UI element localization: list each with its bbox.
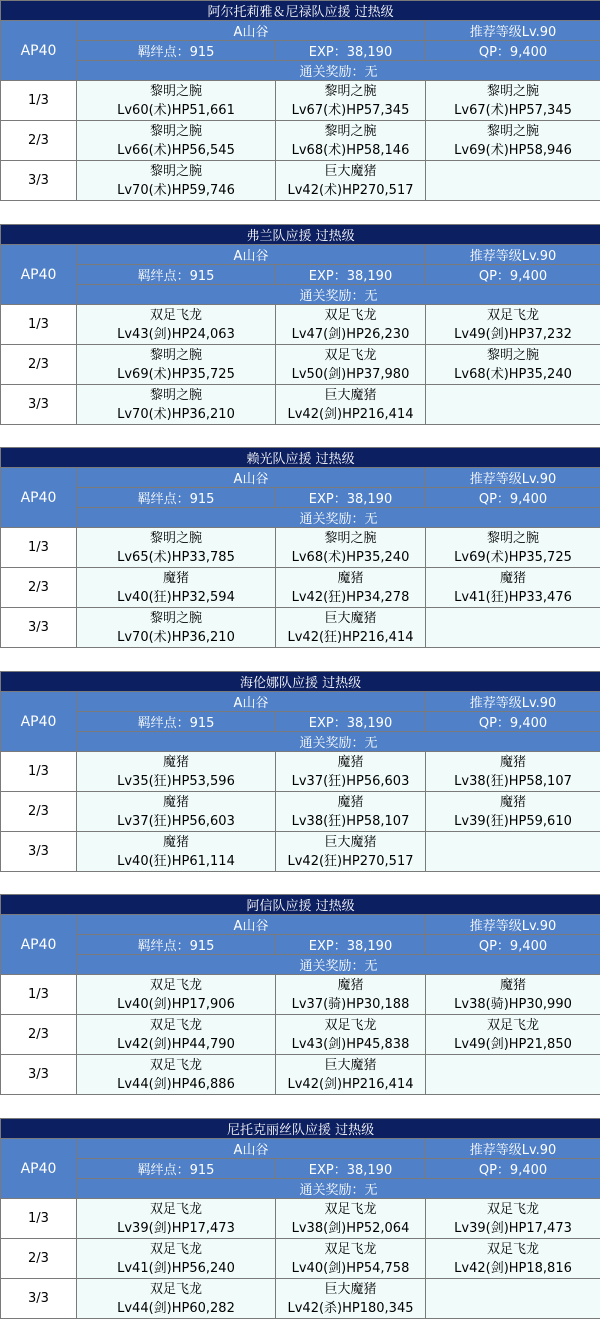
enemy-stats: Lv42(剑)HP216,414: [276, 1075, 425, 1094]
enemy-name: 魔猪: [77, 753, 275, 772]
enemy-stats: Lv42(杀)HP180,345: [276, 1299, 425, 1318]
enemy-name: 双足飞龙: [426, 1200, 600, 1219]
recommended-level: 推荐等级Lv.90: [426, 468, 600, 488]
enemy-stats: Lv37(狂)HP56,603: [276, 772, 425, 791]
wave-label: 2/3: [1, 792, 77, 832]
enemy-name: 黎明之腕: [77, 609, 275, 628]
enemy-cell: [276, 81, 426, 121]
enemy-name: 黎明之腕: [426, 82, 600, 101]
enemy-name: 双足飞龙: [276, 1016, 425, 1035]
enemy-stats: Lv70(术)HP59,746: [77, 181, 275, 200]
enemy-cell: [276, 1279, 426, 1319]
enemy-stats: Lv67(术)HP57,345: [276, 101, 425, 120]
enemy-cell: [77, 385, 276, 425]
exp-reward: EXP：38,190: [276, 265, 426, 285]
enemy-stats: Lv68(术)HP35,240: [276, 548, 425, 567]
wave-label: 3/3: [1, 1055, 77, 1095]
enemy-name: 双足飞龙: [426, 1016, 600, 1035]
enemy-name: 魔猪: [77, 793, 275, 812]
recommended-level: 推荐等级Lv.90: [426, 692, 600, 712]
enemy-cell: [77, 305, 276, 345]
wave-label: 3/3: [1, 608, 77, 648]
quest-section: [0, 1118, 600, 1324]
enemy-stats: Lv38(狂)HP58,107: [276, 812, 425, 831]
clear-reward: 通关奖励：无: [77, 1179, 600, 1199]
ap-cost: AP40: [1, 21, 77, 81]
enemy-cell: [276, 1199, 426, 1239]
wave-row: [1, 792, 600, 832]
clear-reward: 通关奖励：无: [77, 285, 600, 305]
enemy-cell: [77, 1279, 276, 1319]
enemy-stats: Lv70(术)HP36,210: [77, 405, 275, 424]
wave-label: 1/3: [1, 305, 77, 345]
enemy-name: 双足飞龙: [77, 1016, 275, 1035]
wave-row: [1, 832, 600, 872]
enemy-name: 双足飞龙: [77, 1200, 275, 1219]
exp-reward: EXP：38,190: [276, 712, 426, 732]
enemy-name: 双足飞龙: [77, 306, 275, 325]
enemy-name: 魔猪: [276, 976, 425, 995]
enemy-stats: Lv40(狂)HP61,114: [77, 852, 275, 871]
enemy-cell: [426, 305, 600, 345]
enemy-cell: [426, 975, 600, 1015]
quest-place: A山谷: [77, 915, 426, 935]
ap-cost: AP40: [1, 915, 77, 975]
exp-reward: EXP：38,190: [276, 1159, 426, 1179]
section-title: 尼托克丽丝队应援 过热级: [1, 1119, 600, 1139]
enemy-cell: [276, 121, 426, 161]
wave-row: [1, 528, 600, 568]
enemy-stats: Lv60(术)HP51,661: [77, 101, 275, 120]
enemy-cell: [276, 832, 426, 872]
enemy-cell: [426, 528, 600, 568]
enemy-stats: Lv39(剑)HP17,473: [77, 1219, 275, 1238]
enemy-name: 黎明之腕: [426, 529, 600, 548]
enemy-stats: Lv70(术)HP36,210: [77, 628, 275, 647]
enemy-stats: Lv42(剑)HP18,816: [426, 1259, 600, 1278]
enemy-name: 魔猪: [77, 833, 275, 852]
bond-points: 羁绊点：915: [77, 712, 276, 732]
enemy-cell: [276, 1055, 426, 1095]
enemy-name: 黎明之腕: [276, 122, 425, 141]
wave-label: 3/3: [1, 1279, 77, 1319]
enemy-stats: Lv43(剑)HP24,063: [77, 325, 275, 344]
enemy-cell: [77, 161, 276, 201]
enemy-stats: Lv68(术)HP35,240: [426, 365, 600, 384]
enemy-stats: Lv44(剑)HP46,886: [77, 1075, 275, 1094]
enemy-stats: Lv43(剑)HP45,838: [276, 1035, 425, 1054]
enemy-name: 双足飞龙: [276, 1240, 425, 1259]
ap-cost: AP40: [1, 1139, 77, 1199]
enemy-cell: [426, 1279, 600, 1319]
enemy-name: 魔猪: [276, 793, 425, 812]
enemy-cell: [426, 1015, 600, 1055]
enemy-name: 双足飞龙: [77, 1280, 275, 1299]
enemy-stats: Lv69(术)HP35,725: [426, 548, 600, 567]
enemy-stats: Lv38(剑)HP52,064: [276, 1219, 425, 1238]
clear-reward: 通关奖励：无: [77, 61, 600, 81]
quest-section: [0, 0, 600, 206]
wave-row: [1, 608, 600, 648]
enemy-name: 巨大魔猪: [276, 386, 425, 405]
enemy-stats: Lv42(剑)HP44,790: [77, 1035, 275, 1054]
wave-label: 1/3: [1, 528, 77, 568]
enemy-stats: Lv38(骑)HP30,990: [426, 995, 600, 1014]
enemy-stats: Lv40(狂)HP32,594: [77, 588, 275, 607]
enemy-name: 双足飞龙: [426, 306, 600, 325]
enemy-stats: Lv42(剑)HP216,414: [276, 405, 425, 424]
enemy-name: 魔猪: [77, 569, 275, 588]
wave-label: 2/3: [1, 1239, 77, 1279]
enemy-cell: [276, 1239, 426, 1279]
quest-table: [0, 0, 600, 201]
exp-reward: EXP：38,190: [276, 41, 426, 61]
enemy-stats: Lv42(狂)HP270,517: [276, 852, 425, 871]
enemy-name: 巨大魔猪: [276, 162, 425, 181]
quest-place: A山谷: [77, 692, 426, 712]
enemy-stats: Lv39(狂)HP59,610: [426, 812, 600, 831]
enemy-cell: [426, 752, 600, 792]
bond-points: 羁绊点：915: [77, 41, 276, 61]
enemy-stats: Lv42(狂)HP34,278: [276, 588, 425, 607]
clear-reward: 通关奖励：无: [77, 732, 600, 752]
enemy-stats: Lv67(术)HP57,345: [426, 101, 600, 120]
enemy-stats: Lv35(狂)HP53,596: [77, 772, 275, 791]
enemy-cell: [276, 608, 426, 648]
qp-reward: QP：9,400: [426, 712, 600, 732]
enemy-name: 黎明之腕: [426, 346, 600, 365]
wave-label: 1/3: [1, 1199, 77, 1239]
wave-row: [1, 121, 600, 161]
wave-row: [1, 752, 600, 792]
recommended-level: 推荐等级Lv.90: [426, 915, 600, 935]
enemy-stats: Lv41(狂)HP33,476: [426, 588, 600, 607]
wave-row: [1, 1015, 600, 1055]
quest-place: A山谷: [77, 245, 426, 265]
section-title: 弗兰队应援 过热级: [1, 225, 600, 245]
enemy-cell: [77, 1199, 276, 1239]
quest-table: [0, 224, 600, 425]
enemy-stats: Lv42(狂)HP216,414: [276, 628, 425, 647]
enemy-name: 黎明之腕: [77, 82, 275, 101]
qp-reward: QP：9,400: [426, 488, 600, 508]
quest-table: [0, 894, 600, 1095]
enemy-stats: Lv38(狂)HP58,107: [426, 772, 600, 791]
wave-label: 2/3: [1, 1015, 77, 1055]
enemy-stats: Lv68(术)HP58,146: [276, 141, 425, 160]
ap-cost: AP40: [1, 245, 77, 305]
enemy-name: 魔猪: [426, 793, 600, 812]
qp-reward: QP：9,400: [426, 265, 600, 285]
wave-label: 3/3: [1, 161, 77, 201]
wave-row: [1, 161, 600, 201]
wave-row: [1, 81, 600, 121]
enemy-name: 双足飞龙: [426, 1240, 600, 1259]
enemy-stats: Lv37(狂)HP56,603: [77, 812, 275, 831]
enemy-name: 双足飞龙: [77, 1240, 275, 1259]
wave-label: 2/3: [1, 568, 77, 608]
exp-reward: EXP：38,190: [276, 935, 426, 955]
wave-label: 3/3: [1, 385, 77, 425]
enemy-name: 魔猪: [426, 569, 600, 588]
section-title: 阿信队应援 过热级: [1, 895, 600, 915]
quest-place: A山谷: [77, 21, 426, 41]
enemy-cell: [276, 792, 426, 832]
enemy-cell: [77, 1015, 276, 1055]
enemy-name: 黎明之腕: [77, 529, 275, 548]
enemy-cell: [276, 528, 426, 568]
wave-label: 2/3: [1, 121, 77, 161]
enemy-name: 魔猪: [426, 976, 600, 995]
enemy-cell: [77, 1239, 276, 1279]
enemy-cell: [276, 161, 426, 201]
enemy-cell: [426, 385, 600, 425]
section-title: 赖光队应援 过热级: [1, 448, 600, 468]
quest-section: [0, 224, 600, 430]
quest-section: [0, 671, 600, 877]
enemy-name: 双足飞龙: [276, 306, 425, 325]
quest-section: [0, 447, 600, 653]
enemy-cell: [77, 608, 276, 648]
enemy-cell: [77, 975, 276, 1015]
wave-row: [1, 1199, 600, 1239]
wave-row: [1, 1279, 600, 1319]
enemy-name: 黎明之腕: [426, 122, 600, 141]
quest-section: [0, 894, 600, 1100]
clear-reward: 通关奖励：无: [77, 955, 600, 975]
enemy-name: 魔猪: [276, 753, 425, 772]
enemy-cell: [77, 752, 276, 792]
enemy-cell: [426, 1055, 600, 1095]
wave-label: 1/3: [1, 752, 77, 792]
enemy-cell: [426, 1239, 600, 1279]
enemy-name: 黎明之腕: [77, 346, 275, 365]
enemy-name: 巨大魔猪: [276, 1056, 425, 1075]
enemy-cell: [426, 161, 600, 201]
clear-reward: 通关奖励：无: [77, 508, 600, 528]
enemy-cell: [426, 832, 600, 872]
section-title: 海伦娜队应援 过热级: [1, 672, 600, 692]
enemy-cell: [426, 608, 600, 648]
ap-cost: AP40: [1, 468, 77, 528]
bond-points: 羁绊点：915: [77, 935, 276, 955]
wave-label: 1/3: [1, 975, 77, 1015]
wave-label: 2/3: [1, 345, 77, 385]
enemy-stats: Lv44(剑)HP60,282: [77, 1299, 275, 1318]
section-title: 阿尔托莉雅＆尼禄队应援 过热级: [1, 1, 600, 21]
enemy-stats: Lv37(骑)HP30,188: [276, 995, 425, 1014]
enemy-cell: [77, 832, 276, 872]
enemy-name: 魔猪: [426, 753, 600, 772]
bond-points: 羁绊点：915: [77, 265, 276, 285]
enemy-stats: Lv66(术)HP56,545: [77, 141, 275, 160]
enemy-cell: [426, 568, 600, 608]
ap-cost: AP40: [1, 692, 77, 752]
bond-points: 羁绊点：915: [77, 488, 276, 508]
qp-reward: QP：9,400: [426, 935, 600, 955]
enemy-name: 黎明之腕: [77, 162, 275, 181]
enemy-cell: [77, 1055, 276, 1095]
enemy-stats: Lv69(术)HP58,946: [426, 141, 600, 160]
enemy-cell: [276, 1015, 426, 1055]
enemy-name: 黎明之腕: [77, 122, 275, 141]
enemy-name: 双足飞龙: [276, 346, 425, 365]
enemy-stats: Lv69(术)HP35,725: [77, 365, 275, 384]
enemy-stats: Lv49(剑)HP37,232: [426, 325, 600, 344]
enemy-cell: [77, 345, 276, 385]
enemy-cell: [276, 385, 426, 425]
quest-table: [0, 671, 600, 872]
enemy-cell: [77, 568, 276, 608]
quest-table: [0, 447, 600, 648]
qp-reward: QP：9,400: [426, 41, 600, 61]
enemy-name: 黎明之腕: [77, 386, 275, 405]
wave-row: [1, 1239, 600, 1279]
enemy-name: 巨大魔猪: [276, 609, 425, 628]
enemy-cell: [426, 345, 600, 385]
enemy-stats: Lv42(术)HP270,517: [276, 181, 425, 200]
wave-row: [1, 385, 600, 425]
wave-label: 3/3: [1, 832, 77, 872]
enemy-stats: Lv40(剑)HP17,906: [77, 995, 275, 1014]
enemy-cell: [276, 305, 426, 345]
enemy-name: 双足飞龙: [276, 1200, 425, 1219]
enemy-name: 巨大魔猪: [276, 833, 425, 852]
enemy-name: 双足飞龙: [77, 1056, 275, 1075]
quest-place: A山谷: [77, 468, 426, 488]
enemy-cell: [426, 792, 600, 832]
enemy-cell: [276, 975, 426, 1015]
wave-row: [1, 345, 600, 385]
enemy-cell: [426, 81, 600, 121]
enemy-name: 黎明之腕: [276, 82, 425, 101]
qp-reward: QP：9,400: [426, 1159, 600, 1179]
enemy-stats: Lv65(术)HP33,785: [77, 548, 275, 567]
enemy-cell: [77, 528, 276, 568]
wave-row: [1, 305, 600, 345]
wave-label: 1/3: [1, 81, 77, 121]
enemy-cell: [276, 345, 426, 385]
enemy-cell: [77, 792, 276, 832]
enemy-stats: Lv49(剑)HP21,850: [426, 1035, 600, 1054]
recommended-level: 推荐等级Lv.90: [426, 21, 600, 41]
recommended-level: 推荐等级Lv.90: [426, 1139, 600, 1159]
enemy-cell: [276, 568, 426, 608]
enemy-cell: [426, 1199, 600, 1239]
enemy-stats: Lv41(剑)HP56,240: [77, 1259, 275, 1278]
quest-place: A山谷: [77, 1139, 426, 1159]
enemy-name: 魔猪: [276, 569, 425, 588]
enemy-cell: [77, 121, 276, 161]
quest-table: [0, 1118, 600, 1319]
bond-points: 羁绊点：915: [77, 1159, 276, 1179]
enemy-cell: [426, 121, 600, 161]
wave-row: [1, 568, 600, 608]
enemy-stats: Lv47(剑)HP26,230: [276, 325, 425, 344]
enemy-cell: [77, 81, 276, 121]
enemy-stats: Lv50(剑)HP37,980: [276, 365, 425, 384]
enemy-name: 双足飞龙: [77, 976, 275, 995]
exp-reward: EXP：38,190: [276, 488, 426, 508]
wave-row: [1, 975, 600, 1015]
enemy-name: 黎明之腕: [276, 529, 425, 548]
recommended-level: 推荐等级Lv.90: [426, 245, 600, 265]
wave-row: [1, 1055, 600, 1095]
enemy-stats: Lv40(剑)HP54,758: [276, 1259, 425, 1278]
enemy-stats: Lv39(剑)HP17,473: [426, 1219, 600, 1238]
enemy-name: 巨大魔猪: [276, 1280, 425, 1299]
enemy-cell: [276, 752, 426, 792]
